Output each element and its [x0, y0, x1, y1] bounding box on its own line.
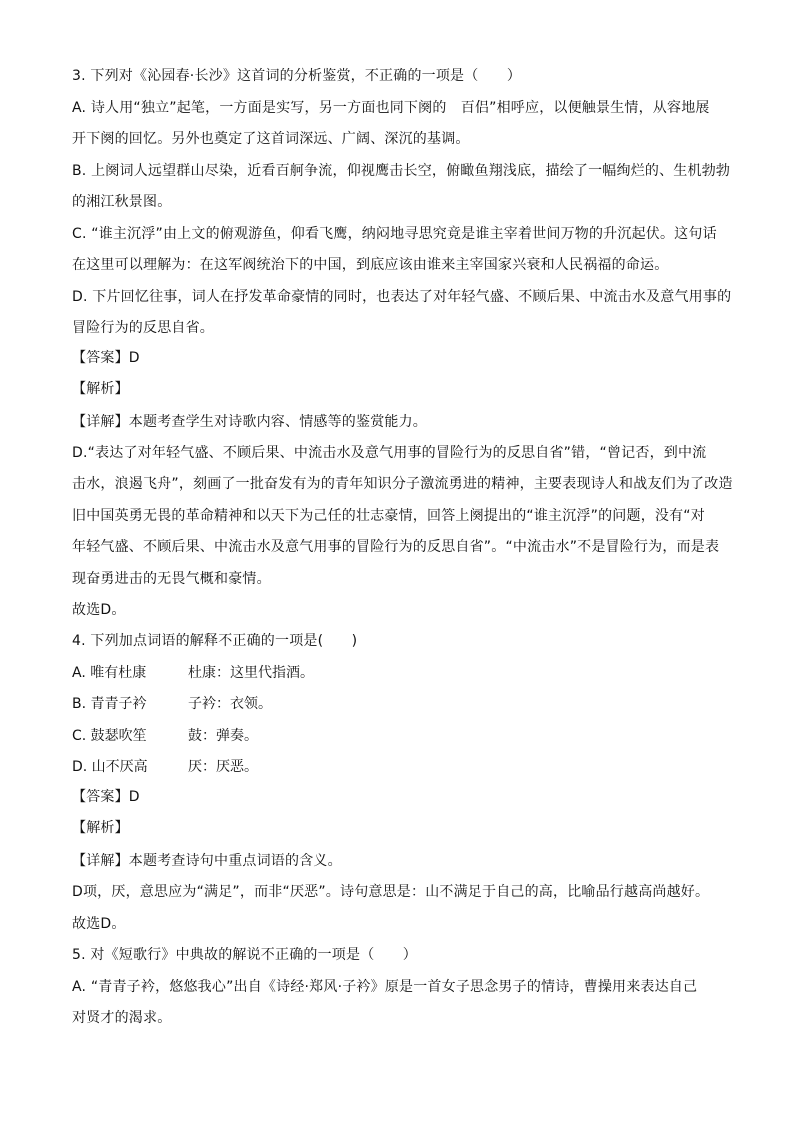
- option-word: B. 青青子衿: [72, 696, 147, 712]
- option-row: [72, 757, 258, 777]
- option-word: D. 山不厌高: [72, 759, 148, 775]
- analysis-label: 【解析】: [72, 820, 129, 836]
- explanation-line-1: D项，厌，意思应为“满足”，而非“厌恶”。诗句意思是：山不满足于自己的高，比喻品行越高尚越好。: [72, 884, 710, 900]
- option-c-line-2: 在这里可以理解为：在这军阀统治下的中国，到底应该由谁来主宰国家兴衰和人民祸福的命运。: [72, 257, 669, 273]
- explanation-line-1: D.“表达了对年轻气盛、不顾后果、中流击水及意气用事的冒险行为的反思自省”错，“曾记否，到中流: [72, 445, 707, 461]
- conclusion-line: 故选D。: [72, 916, 126, 932]
- detail-line: 【详解】本题考查诗句中重点词语的含义。: [72, 853, 342, 869]
- option-word: A. 唯有杜康: [72, 665, 147, 681]
- option-row: [72, 663, 314, 683]
- analysis-label: 【解析】: [72, 381, 129, 397]
- explanation-line-5: 现奋勇进击的无畏气概和豪情。: [72, 571, 271, 587]
- option-meaning: 厌：厌恶。: [188, 759, 258, 775]
- option-row: [72, 726, 258, 746]
- question-5-stem: 5. 对《短歌行》中典故的解说不正确的一项是（ ）: [72, 947, 418, 963]
- explanation-line-2: 击水，浪遏飞舟”，刻画了一批奋发有为的青年知识分子激流勇进的精神，主要表现诗人和战友们为了改造: [72, 476, 733, 492]
- option-meaning: 子衿：衣领。: [188, 696, 272, 712]
- option-row: [72, 694, 272, 714]
- answer-label: 【答案】D: [72, 350, 140, 366]
- question-4-stem: 4. 下列加点词语的解释不正确的一项是( ): [72, 633, 358, 649]
- detail-line: 【详解】本题考查学生对诗歌内容、情感等的鉴赏能力。: [72, 414, 427, 430]
- option-word: C. 鼓瑟吹笙: [72, 728, 147, 744]
- option-a-line-2: 对贤才的渴求。: [72, 1010, 172, 1026]
- explanation-line-3: 旧中国英勇无畏的革命精神和以天下为己任的壮志豪情，回答上阕提出的“谁主沉浮”的问题，没有“对: [72, 508, 705, 524]
- option-a-line-1: A. 诗人用“独立”起笔，一方面是实写，另一方面也同下阕的 百侣”相呼应，以便触景生情，从容地展: [72, 100, 710, 116]
- question-3-stem: 3. 下列对《沁园春·长沙》这首词的分析鉴赏，不正确的一项是（ ）: [72, 68, 522, 84]
- option-b-line-2: 的湘江秋景图。: [72, 194, 172, 210]
- option-b-line-1: B. 上阕词人远望群山尽染，近看百舸争流，仰视鹰击长空，俯瞰鱼翔浅底，描绘了一幅绚烂的、生机勃勃: [72, 163, 731, 179]
- option-c-line-1: C. “谁主沉浮”由上文的俯观游鱼，仰看飞鹰，纳闷地寻思究竟是谁主宰着世间万物的升沉起伏。这句话: [72, 226, 717, 242]
- explanation-line-4: 年轻气盛、不顾后果、中流击水及意气用事的冒险行为的反思自省”。“中流击水”不是冒险行为，而是表: [72, 539, 720, 555]
- option-meaning: 杜康：这里代指酒。: [188, 665, 314, 681]
- option-d-line-1: D. 下片回忆往事，词人在抒发革命豪情的同时，也表达了对年轻气盛、不顾后果、中流击水及意气用事的: [72, 289, 732, 305]
- option-meaning: 鼓：弹奏。: [188, 728, 258, 744]
- option-d-line-2: 冒险行为的反思自省。: [72, 320, 214, 336]
- conclusion-line: 故选D。: [72, 602, 126, 618]
- option-a-line-1: A. “青青子衿，悠悠我心”出自《诗经·郑风·子衿》原是一首女子思念男子的情诗，曹操用来表达自己: [72, 979, 698, 995]
- answer-label: 【答案】D: [72, 789, 140, 805]
- option-a-line-2: 开下阕的回忆。另外也奠定了这首词深远、广阔、深沉的基调。: [72, 131, 470, 147]
